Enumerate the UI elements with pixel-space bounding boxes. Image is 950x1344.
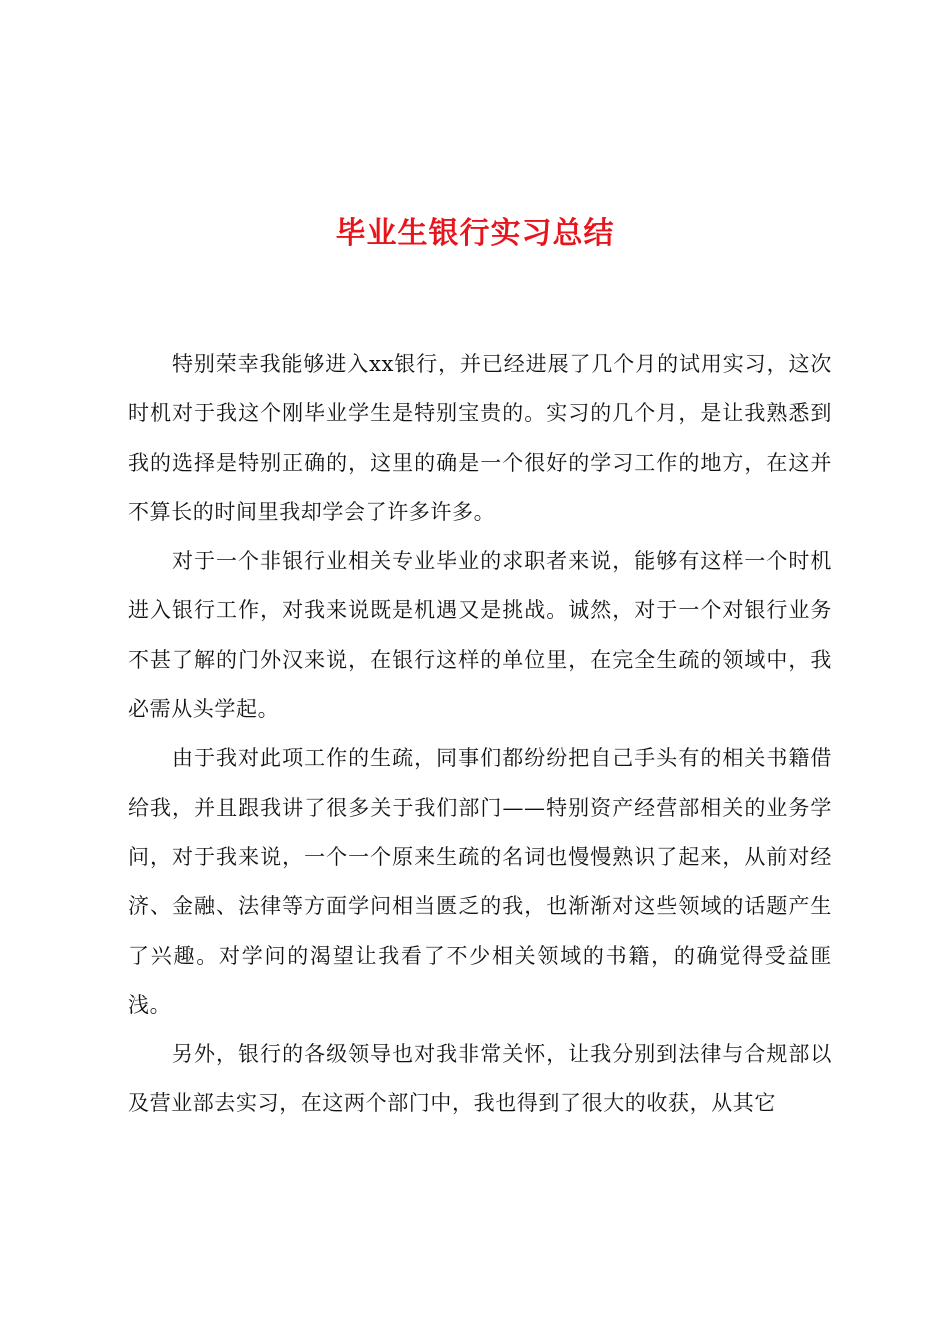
paragraph-1: 特别荣幸我能够进入xx银行，并已经进展了几个月的试用实习，这次时机对于我这个刚毕业学生是特别宝贵的。实习的几个月，是让我熟悉到我的选择是特别正确的，这里的确是一个很好的学习工作的地方，在这并不算长的时间里我却学会了许多许多。	[128, 352, 832, 524]
page-title: 毕业生银行实习总结	[335, 216, 615, 251]
paragraph-4: 另外，银行的各级领导也对我非常关怀，让我分别到法律与合规部以及营业部去实习，在这两个部门中，我也得到了很大的收获，从其它	[128, 1042, 832, 1116]
document-body	[128, 340, 832, 1129]
paragraph-3: 由于我对此项工作的生疏，同事们都纷纷把自己手头有的相关书籍借给我，并且跟我讲了很多关于我们部门——特别资产经营部相关的业务学问，对于我来说，一个一个原来生疏的名词也慢慢熟识了起来，从前对经济、金融、法律等方面学问相当匮乏的我，也渐渐对这些领域的话题产生了兴趣。对学问的渴望让我看了不少相关领域的书籍，的确觉得受益匪浅。	[128, 746, 832, 1017]
paragraph-2: 对于一个非银行业相关专业毕业的求职者来说，能够有这样一个时机进入银行工作，对我来说既是机遇又是挑战。诚然，对于一个对银行业务不甚了解的门外汉来说，在银行这样的单位里，在完全生疏的领域中，我必需从头学起。	[128, 549, 832, 722]
